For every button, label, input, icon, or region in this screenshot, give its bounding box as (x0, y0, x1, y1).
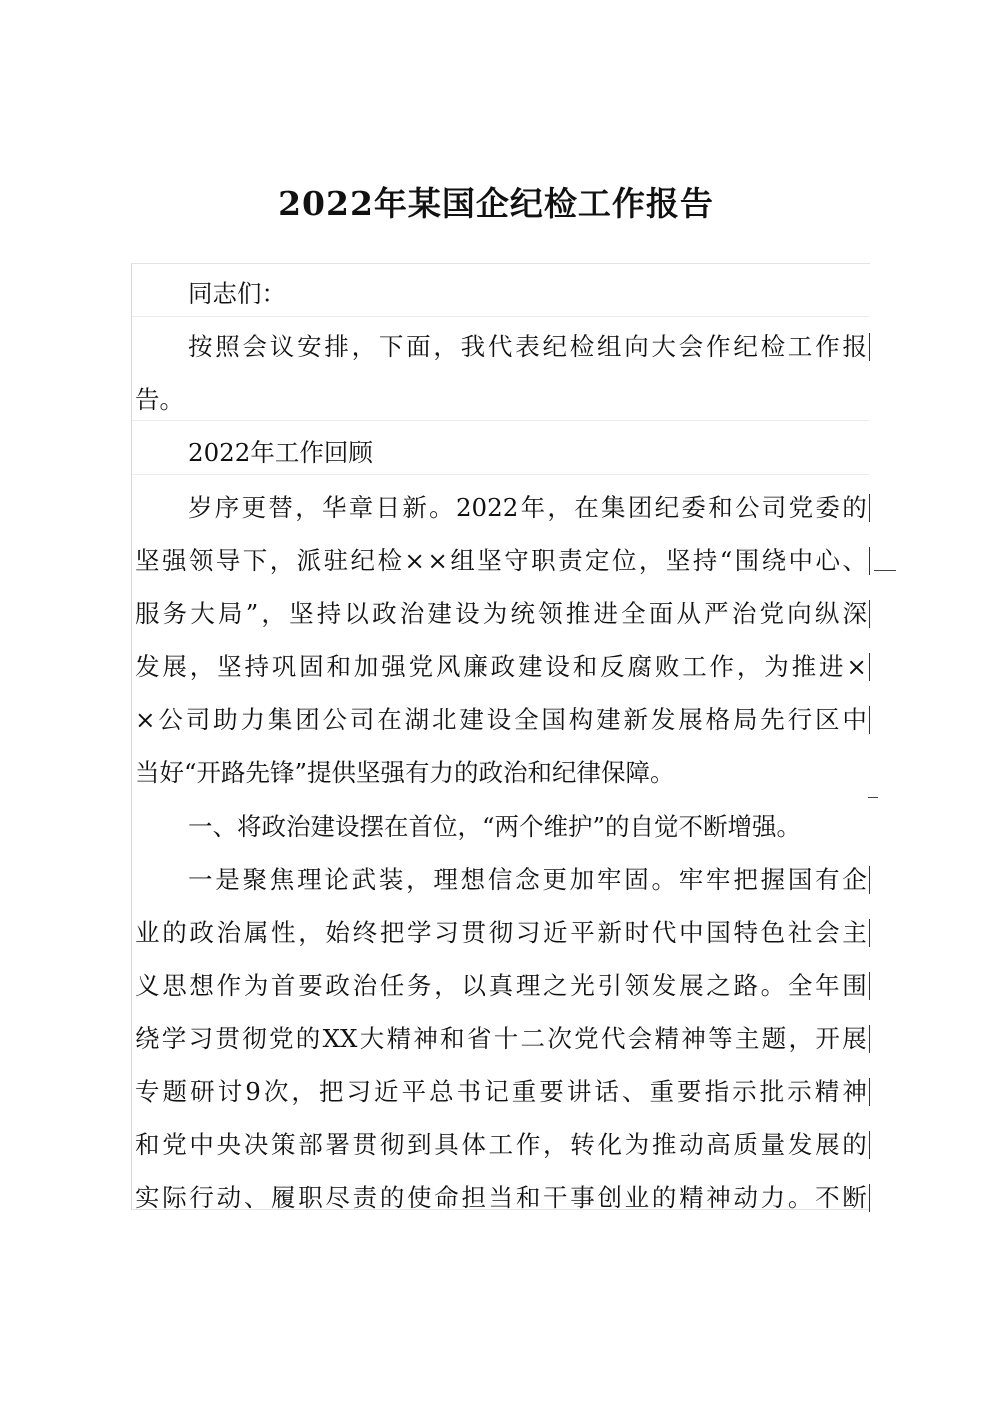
line-end-mark (869, 333, 870, 361)
divider (132, 420, 869, 421)
document-title: 2022年某国企纪检工作报告 (278, 184, 714, 223)
line-end-mark (869, 494, 870, 522)
line-end-mark (869, 1184, 870, 1212)
section-heading: 2022年工作回顾 (188, 438, 373, 467)
line-end-mark (869, 547, 870, 575)
paragraph-line: 实 际 行 动 、 履 职 尽 责 的 使 命 担 当 和 干 事 创 业 的 精 神 动 力 。 不 断 (135, 1183, 867, 1212)
line-end-mark (869, 706, 870, 734)
line-end-mark (869, 1078, 870, 1106)
paragraph-line: × 公 司 助 力 集 团 公 司 在 湖 北 建 设 全 国 构 建 新 发 展 格 局 先 行 区 中 (135, 705, 867, 734)
paragraph-line: 岁 序 更 替 ， 华 章 日 新 。 2022 年 ， 在 集 团 纪 委 和 公 司 党 委 的 (188, 493, 867, 522)
paragraph-line: 业 的 政 治 属 性 ， 始 终 把 学 习 贯 彻 习 近 平 新 时 代 中 国 特 色 社 会 主 (135, 918, 867, 947)
paragraph-line: 告。 (135, 385, 184, 414)
line-end-mark (869, 1025, 870, 1053)
line-end-mark (869, 600, 870, 628)
paragraph-line: 当好“开路先锋”提供坚强有力的政治和纪律保障。 (135, 758, 675, 787)
paragraph-line: 和 党 中 央 决 策 部 署 贯 彻 到 具 体 工 作 ， 转 化 为 推 动 高 质 量 发 展 的 (135, 1130, 867, 1159)
section-heading: 一、将政治建设摆在首位，“两个维护”的自觉不断增强。 (188, 812, 802, 841)
line-end-mark (869, 1131, 870, 1159)
line-end-mark (869, 653, 870, 681)
paragraph-line: 义 思 想 作 为 首 要 政 治 任 务 ， 以 真 理 之 光 引 领 发 展 之 路 。 全 年 围 (135, 971, 867, 1000)
paragraph-line: 绕 学 习 贯 彻 党 的 XX 大 精 神 和 省 十 二 次 党 代 会 精 神 等 主 题 ， 开 展 (135, 1024, 867, 1053)
paragraph-line: 服 务 大 局 ” ， 坚 持 以 政 治 建 设 为 统 领 推 进 全 面 从 严 治 党 向 纵 深 (135, 599, 867, 628)
divider (132, 316, 869, 317)
salutation: 同志们： (188, 279, 286, 308)
line-end-mark (869, 866, 870, 894)
paragraph-line: 一 是 聚 焦 理 论 武 装 ， 理 想 信 念 更 加 牢 固 。 牢 牢 把 握 国 有 企 (188, 865, 867, 894)
paragraph-line: 专 题 研 讨 9 次 ， 把 习 近 平 总 书 记 重 要 讲 话 、 重 要 指 示 批 示 精 神 (135, 1077, 867, 1106)
line-end-mark (869, 919, 870, 947)
divider (132, 474, 869, 475)
line-end-mark (869, 972, 870, 1000)
paragraph-line: 发 展 ， 坚 持 巩 固 和 加 强 党 风 廉 政 建 设 和 反 腐 败 工 作 ， 为 推 进 × (135, 652, 867, 681)
paragraph-line: 按 照 会 议 安 排 ， 下 面 ， 我 代 表 纪 检 组 向 大 会 作 纪 检 工 作 报 (188, 332, 867, 361)
overflow-tick (874, 570, 896, 571)
paragraph-line: 坚 强 领 导 下 ， 派 驻 纪 检 × × 组 坚 守 职 责 定 位 ， 坚 持 “ 围 绕 中 心 、 (135, 546, 867, 575)
overflow-tick (868, 797, 878, 798)
